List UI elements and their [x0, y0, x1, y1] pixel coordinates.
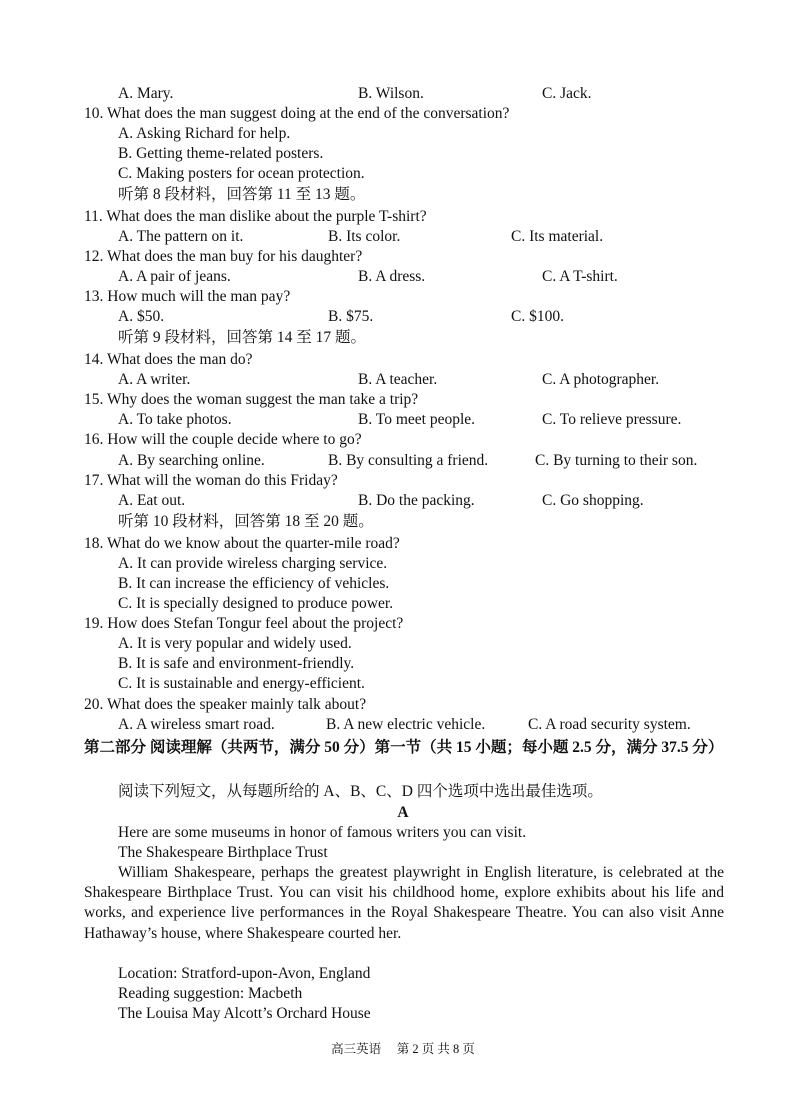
q13-option-c: C. $100.: [511, 308, 564, 325]
q14-option-a: A. A writer.: [118, 371, 191, 388]
q20-option-b: B. A new electric vehicle.: [326, 716, 486, 733]
q17-option-a: A. Eat out.: [118, 492, 186, 509]
q16-option-a: A. By searching online.: [118, 452, 265, 469]
q16-option-c: C. By turning to their son.: [535, 452, 698, 469]
q19-option-c: C. It is sustainable and energy-efficient.: [118, 675, 365, 692]
museum-location-shakespeare: Location: Stratford-upon-Avon, England: [118, 965, 371, 982]
q10-option-a: A. Asking Richard for help.: [118, 125, 291, 142]
q15-option-b: B. To meet people.: [358, 411, 476, 428]
q11-option-c: C. Its material.: [511, 228, 604, 245]
q15-option-c: C. To relieve pressure.: [542, 411, 682, 428]
q19-stem: 19. How does Stefan Tongur feel about the project?: [84, 615, 404, 632]
q17-option-b: B. Do the packing.: [358, 492, 475, 509]
q18-option-c: C. It is specially designed to produce power.: [118, 595, 394, 612]
q10-stem: 10. What does the man suggest doing at the end of the conversation?: [84, 105, 510, 122]
q11-option-a: A. The pattern on it.: [118, 228, 244, 245]
page-footer: 高三英语 第 2 页 共 8 页: [331, 1042, 475, 1056]
q10-option-c: C. Making posters for ocean protection.: [118, 165, 365, 182]
q9-option-b: B. Wilson.: [358, 85, 424, 102]
q12-option-b: B. A dress.: [358, 268, 426, 285]
q12-option-a: A. A pair of jeans.: [118, 268, 231, 285]
q18-stem: 18. What do we know about the quarter-mile road?: [84, 535, 400, 552]
q9-option-c: C. Jack.: [542, 85, 592, 102]
segment-9-instruction: 听第 9 段材料，回答第 14 至 17 题。: [118, 329, 367, 346]
q15-option-a: A. To take photos.: [118, 411, 232, 428]
q13-stem: 13. How much will the man pay?: [84, 288, 291, 305]
museum-heading-alcott: The Louisa May Alcott’s Orchard House: [118, 1005, 371, 1022]
q19-option-a: A. It is very popular and widely used.: [118, 635, 352, 652]
q18-option-b: B. It can increase the efficiency of vehicles.: [118, 575, 390, 592]
q20-option-c: C. A road security system.: [528, 716, 691, 733]
segment-8-instruction: 听第 8 段材料，回答第 11 至 13 题。: [118, 186, 366, 203]
passage-label: A: [397, 804, 409, 821]
q14-option-b: B. A teacher.: [358, 371, 438, 388]
q12-stem: 12. What does the man buy for his daughter?: [84, 248, 363, 265]
q16-stem: 16. How will the couple decide where to go?: [84, 431, 362, 448]
q20-stem: 20. What does the speaker mainly talk about?: [84, 696, 367, 713]
museum-reading-shakespeare: Reading suggestion: Macbeth: [118, 985, 303, 1002]
museum-heading-shakespeare: The Shakespeare Birthplace Trust: [118, 844, 328, 861]
q17-option-c: C. Go shopping.: [542, 492, 644, 509]
q12-option-c: C. A T-shirt.: [542, 268, 618, 285]
q11-option-b: B. Its color.: [328, 228, 401, 245]
part2-instruction: 阅读下列短文，从每题所给的 A、B、C、D 四个选项中选出最佳选项。: [118, 783, 603, 800]
q10-option-b: B. Getting theme-related posters.: [118, 145, 324, 162]
q11-stem: 11. What does the man dislike about the purple T-shirt?: [84, 208, 427, 225]
museum-body-shakespeare: William Shakespeare, perhaps the greatest playwright in English literature, is celebrated at the Shakespeare Birthplace Trust. You can visit his childhood home, explore exhibits about his life and works, and experience live performances in the Royal Shakespeare Theatre. You can also visit Anne Hathaway’s house, where Shakespeare courted her.: [84, 864, 724, 942]
q9-option-a: A. Mary.: [118, 85, 174, 102]
q13-option-b: B. $75.: [328, 308, 374, 325]
q17-stem: 17. What will the woman do this Friday?: [84, 472, 338, 489]
q19-option-b: B. It is safe and environment-friendly.: [118, 655, 355, 672]
q18-option-a: A. It can provide wireless charging service.: [118, 555, 388, 572]
q16-option-b: B. By consulting a friend.: [328, 452, 489, 469]
q15-stem: 15. Why does the woman suggest the man take a trip?: [84, 391, 419, 408]
q14-stem: 14. What does the man do?: [84, 351, 253, 368]
q13-option-a: A. $50.: [118, 308, 165, 325]
q14-option-c: C. A photographer.: [542, 371, 660, 388]
segment-10-instruction: 听第 10 段材料，回答第 18 至 20 题。: [118, 513, 374, 530]
passage-intro: Here are some museums in honor of famous writers you can visit.: [118, 824, 527, 841]
part2-title: 第二部分 阅读理解（共两节，满分 50 分）第一节（共 15 小题；每小题 2.5 分，满分 37.5 分）: [84, 739, 724, 756]
q20-option-a: A. A wireless smart road.: [118, 716, 275, 733]
